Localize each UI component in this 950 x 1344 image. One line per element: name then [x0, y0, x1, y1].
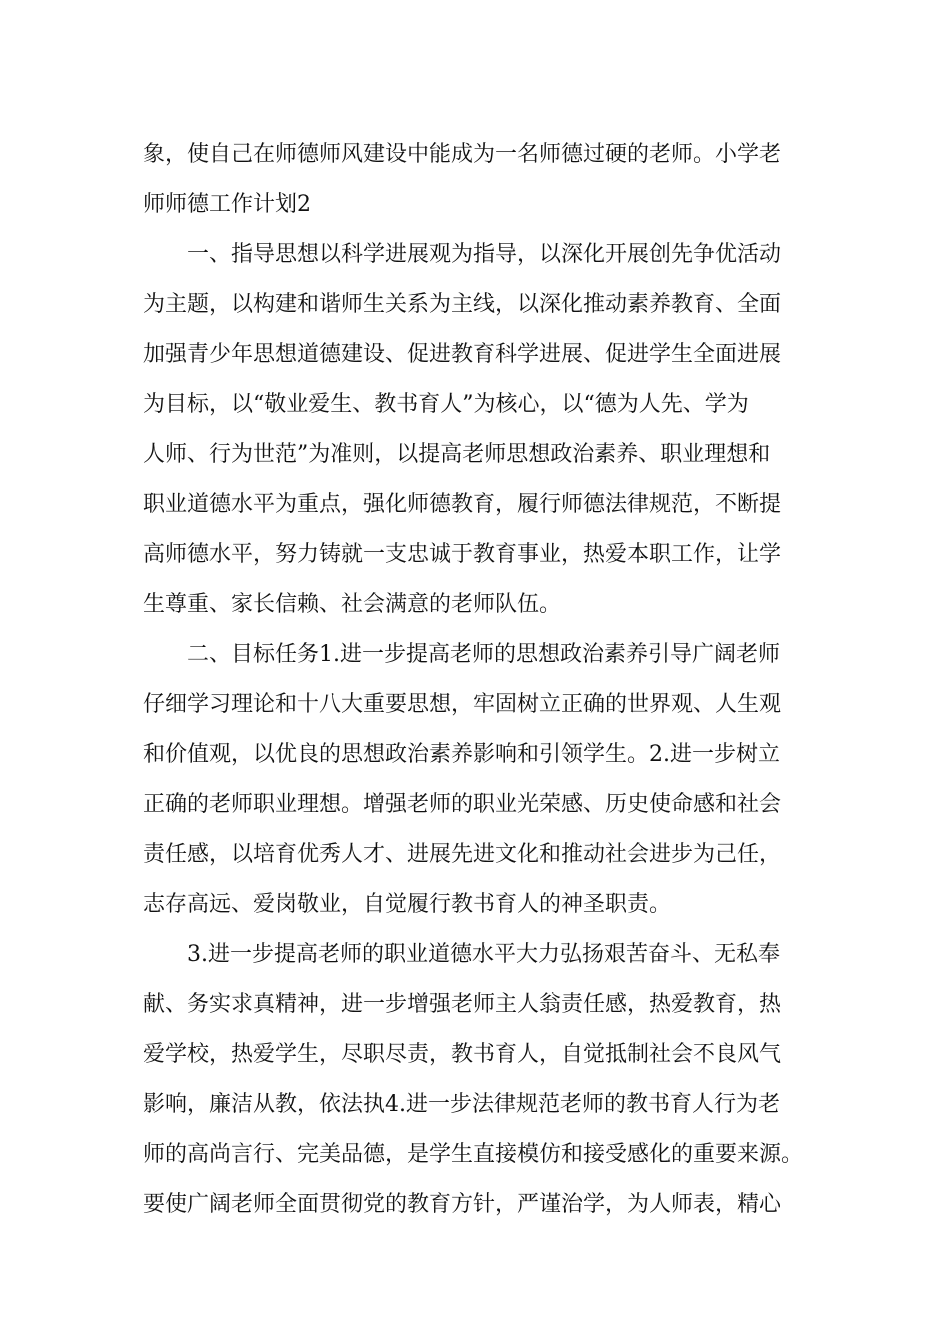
text-line: 正确的老师职业理想。增强老师的职业光荣感、历史使命感和社会	[143, 792, 782, 817]
text-line: 为目标，以“敬业爱生、教书育人”为核心，以“德为人先、学为	[143, 392, 749, 417]
text-line: 生尊重、家长信赖、社会满意的老师队伍。	[143, 592, 562, 617]
text-line: 一、指导思想以科学进展观为指导，以深化开展创先争优活动	[143, 242, 782, 267]
document-body	[143, 130, 813, 1230]
text-line: 仔细学习理论和十八大重要思想，牢固树立正确的世界观、人生观	[143, 692, 782, 717]
text-line: 志存高远、爱岗敬业，自觉履行教书育人的神圣职责。	[143, 892, 672, 917]
text-line: 为主题，以构建和谐师生关系为主线，以深化推动素养教育、全面	[143, 292, 782, 317]
text-line: 象，使自己在师德师风建设中能成为一名师德过硬的老师。小学老	[143, 142, 782, 167]
text-line: 职业道德水平为重点，强化师德教育，履行师德法律规范，不断提	[143, 492, 782, 517]
text-line: 二、目标任务1.进一步提高老师的思想政治素养引导广阔老师	[143, 642, 780, 667]
text-line: 师的高尚言行、完美品德，是学生直接模仿和接受感化的重要来源。	[143, 1142, 804, 1167]
text-line: 高师德水平，努力铸就一支忠诚于教育事业，热爱本职工作，让学	[143, 542, 782, 567]
text-line: 3.进一步提高老师的职业道德水平大力弘扬艰苦奋斗、无私奉	[143, 942, 780, 967]
text-line: 师师德工作计划2	[143, 192, 311, 217]
text-line: 要使广阔老师全面贯彻党的教育方针，严谨治学，为人师表，精心	[143, 1192, 782, 1217]
text-line: 人师、行为世范”为准则，以提高老师思想政治素养、职业理想和	[143, 442, 771, 467]
text-line: 责任感，以培育优秀人才、进展先进文化和推动社会进步为己任，	[143, 842, 782, 867]
text-line: 献、务实求真精神，进一步增强老师主人翁责任感，热爱教育，热	[143, 992, 782, 1017]
text-line: 影响，廉洁从教，依法执4.进一步法律规范老师的教书育人行为老	[143, 1092, 780, 1117]
text-line: 和价值观，以优良的思想政治素养影响和引领学生。2.进一步树立	[143, 742, 780, 767]
text-line: 加强青少年思想道德建设、促进教育科学进展、促进学生全面进展	[143, 342, 782, 367]
text-line: 爱学校，热爱学生，尽职尽责，教书育人，自觉抵制社会不良风气	[143, 1042, 782, 1067]
